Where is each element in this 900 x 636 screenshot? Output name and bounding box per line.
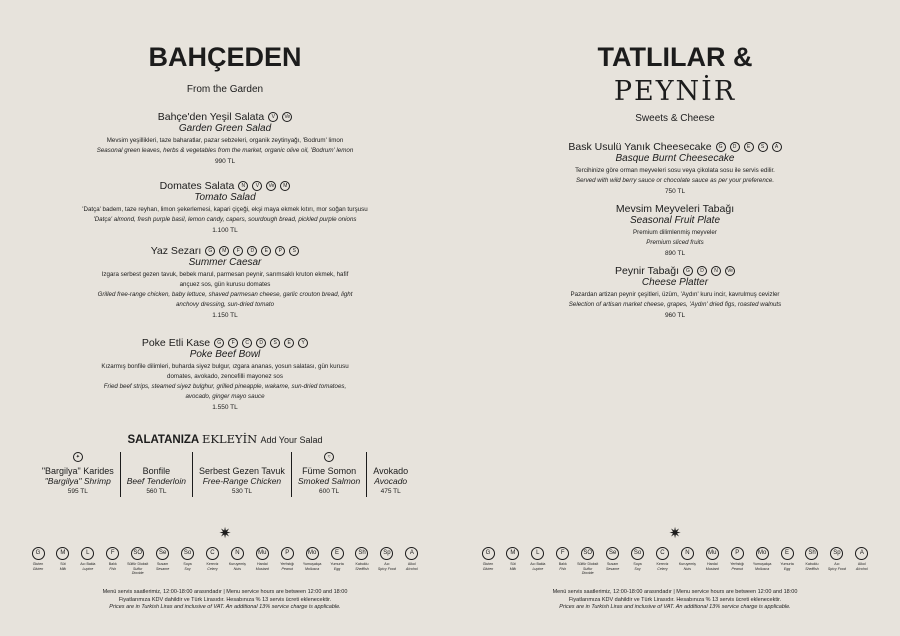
allergen-icon: Sp bbox=[380, 547, 393, 560]
allergen-label-tr: Alkol bbox=[857, 562, 866, 566]
allergen-legend-item bbox=[577, 547, 599, 576]
menu-item-name-row bbox=[450, 203, 900, 215]
allergen-icon: Mu bbox=[706, 547, 719, 560]
addons-row bbox=[0, 452, 450, 497]
allergen-label-tr: Acı Bakla bbox=[80, 562, 96, 566]
allergen-label-tr: Yerfıstığı bbox=[280, 562, 295, 566]
allergen-label-tr: Kereviz bbox=[656, 562, 669, 566]
allergen-icon: G bbox=[482, 547, 495, 560]
allergen-legend-item bbox=[276, 547, 298, 576]
menu-item-description-en: Grilled free-range chicken, baby lettuce, shaved parmesan cheese, garlic crouton bread, light anchovy dressing, sun-dried tomato bbox=[97, 291, 353, 308]
allergen-legend-item bbox=[127, 547, 149, 576]
footer-line-3: Prices are in Turkish Liras and inclusive of VAT. An additional 13% service charge is applicable. bbox=[109, 604, 341, 610]
allergen-icon: S bbox=[270, 338, 280, 348]
allergen-icon: M bbox=[280, 181, 290, 191]
allergen-icon: Sh bbox=[355, 547, 368, 560]
allergen-icon: M bbox=[56, 547, 69, 560]
allergen-label-tr: Yumuşakça bbox=[302, 562, 322, 566]
addon-name: Serbest Gezen Tavuk bbox=[199, 466, 285, 476]
allergen-icon: Se bbox=[156, 547, 169, 560]
allergen-legend-item bbox=[177, 547, 199, 576]
allergen-icon: Y bbox=[298, 338, 308, 348]
allergen-legend-item bbox=[351, 547, 373, 576]
allergen-label-en: Peanut bbox=[731, 566, 743, 571]
allergen-icon: F bbox=[233, 246, 243, 256]
menu-item-name: Mevsim Meyveleri Tabağı bbox=[615, 203, 735, 215]
allergen-label-en: Lupine bbox=[532, 566, 544, 571]
allergen-label-en: Sulfur Dioxide bbox=[131, 566, 144, 575]
allergen-legend-item bbox=[77, 547, 99, 576]
menu-item-description: 'Datça' badem, taze reyhan, limon şekerlemesi, kapari çiçeği, ekşi maya ekmek kıtırı, mor soğan turşusu bbox=[82, 206, 368, 213]
allergen-legend bbox=[477, 547, 873, 576]
allergen-icon: E bbox=[744, 142, 754, 152]
allergen-icon: E bbox=[781, 547, 794, 560]
allergen-icon: G bbox=[205, 246, 215, 256]
section-subtitle-sweets: Sweets & Cheese bbox=[635, 113, 715, 124]
allergen-icon: F bbox=[106, 547, 119, 560]
allergen-icon: L bbox=[81, 547, 94, 560]
allergen-label-en: Fish bbox=[559, 566, 567, 571]
menu-item bbox=[0, 111, 450, 167]
allergen-legend-item bbox=[502, 547, 524, 576]
menu-item-price: 960 TL bbox=[664, 312, 686, 319]
allergen-icon: A bbox=[772, 142, 782, 152]
menu-item-english-name: Garden Green Salad bbox=[178, 123, 272, 134]
allergen-label-tr: Susam bbox=[607, 562, 619, 566]
allergen-legend-item bbox=[627, 547, 649, 576]
menu-item-price: 1.100 TL bbox=[212, 227, 238, 234]
footer bbox=[450, 589, 900, 612]
allergen-label-en: Alcohol bbox=[855, 566, 868, 571]
addon-english-name: Free-Range Chicken bbox=[202, 476, 282, 486]
addon-price: 600 TL bbox=[319, 488, 340, 495]
allergen-label-en: Shellfish bbox=[805, 566, 819, 571]
allergen-icon: G bbox=[214, 338, 224, 348]
menu-item-name: Bahçe'den Yeşil Salata bbox=[157, 111, 265, 123]
allergen-label-tr: Gluten bbox=[32, 562, 44, 566]
allergen-label-en: Sulfur Dioxide bbox=[581, 566, 594, 575]
menu-item-description-en: Selection of artisan market cheese, grapes, 'Aydın' dried figs, roasted walnuts bbox=[568, 301, 782, 308]
allergen-icon: Sh bbox=[805, 547, 818, 560]
allergen-icon: G bbox=[683, 266, 693, 276]
allergen-legend-item bbox=[751, 547, 773, 576]
allergen-label-en: Spicy Food bbox=[827, 566, 846, 571]
addon-name: Füme Somon bbox=[302, 466, 357, 476]
allergen-label-tr: Soya bbox=[633, 562, 642, 566]
allergen-icon: V bbox=[252, 181, 262, 191]
allergen-label-en: Nuts bbox=[683, 566, 692, 571]
allergen-label-en: Mustard bbox=[255, 566, 269, 571]
allergen-label-en: Shellfish bbox=[355, 566, 369, 571]
addon-price: 475 TL bbox=[380, 488, 401, 495]
allergen-label-tr: Balık bbox=[108, 562, 117, 566]
allergen-label-tr: Kuruyemiş bbox=[228, 562, 246, 566]
menu-item-name-row bbox=[0, 111, 450, 123]
allergen-icon: M bbox=[506, 547, 519, 560]
allergen-legend-item bbox=[701, 547, 723, 576]
allergen-icon: E bbox=[331, 547, 344, 560]
allergen-icon: P bbox=[281, 547, 294, 560]
allergen-label-en: Soy bbox=[184, 566, 191, 571]
allergen-legend-item bbox=[552, 547, 574, 576]
allergen-legend-item bbox=[102, 547, 124, 576]
allergen-icon: Mo bbox=[756, 547, 769, 560]
addon-price: 530 TL bbox=[231, 488, 252, 495]
addon-title-tr2: EKLEYİN bbox=[202, 432, 258, 446]
addon-english-name: Smoked Salmon bbox=[297, 476, 361, 486]
allergen-legend-item bbox=[326, 547, 348, 576]
allergen-label-tr: Hardal bbox=[707, 562, 718, 566]
allergen-label-en: Alcohol bbox=[405, 566, 418, 571]
allergen-icon: M bbox=[219, 246, 229, 256]
menu-item-english-name: Basque Burnt Cheesecake bbox=[615, 153, 735, 164]
menu-item-price: 890 TL bbox=[664, 250, 686, 257]
allergen-legend-item bbox=[376, 547, 398, 576]
addon-item bbox=[366, 452, 414, 497]
allergen-label-en: Celery bbox=[207, 566, 218, 571]
allergen-icon: G bbox=[716, 142, 726, 152]
allergen-label-en: Egg bbox=[333, 566, 341, 571]
menu-item-price: 990 TL bbox=[214, 158, 236, 165]
allergen-icon: S bbox=[289, 246, 299, 256]
menu-item-name-row bbox=[0, 245, 450, 257]
section-subtitle-garden: From the Garden bbox=[186, 84, 264, 95]
menu-item-english-name: Cheese Platter bbox=[641, 277, 709, 288]
addon-name: Avokado bbox=[373, 466, 409, 476]
allergen-icon: C bbox=[206, 547, 219, 560]
allergen-legend-item bbox=[726, 547, 748, 576]
allergen-label-tr: Kabuklu bbox=[355, 562, 369, 566]
allergen-legend-item bbox=[301, 547, 323, 576]
allergen-legend-item bbox=[851, 547, 873, 576]
allergen-icon: SO bbox=[581, 547, 594, 560]
allergen-icon: C bbox=[656, 547, 669, 560]
menu-item-english-name: Seasonal Fruit Plate bbox=[629, 215, 721, 226]
allergen-icon: Mu bbox=[256, 547, 269, 560]
menu-item-description-en: Fried beef strips, steamed siyez bulghur, grilled pineapple, wakame, sun-dried tomatoes, avocado, ginger mayo sauce bbox=[103, 383, 347, 400]
allergen-label-tr: Hardal bbox=[257, 562, 268, 566]
allergen-legend-item bbox=[226, 547, 248, 576]
allergen-icon: F bbox=[228, 338, 238, 348]
menu-item-name: Domates Salata bbox=[159, 180, 235, 192]
allergen-label-tr: Süt bbox=[60, 562, 66, 566]
menu-item-description: Kızarmış bonfile dilimleri, buharda siyez bulgur, ızgara ananas, yosun salatası, gün kurusu domates, avokado, zencefilli mayonez sos bbox=[101, 363, 349, 380]
addon-english-name: "Bargilya" Shrimp bbox=[44, 476, 111, 486]
addon-title bbox=[0, 432, 450, 446]
allergen-label-tr: Sülfür Dioksit bbox=[127, 562, 149, 566]
allergen-label-en: Egg bbox=[783, 566, 791, 571]
addon-title-tr1: SALATANIZA bbox=[127, 434, 199, 446]
allergen-label-en: Mollusca bbox=[305, 566, 320, 571]
allergen-icon: D bbox=[730, 142, 740, 152]
allergen-label-tr: Yumurta bbox=[780, 562, 794, 566]
allergen-legend-item bbox=[477, 547, 499, 576]
allergen-legend-item bbox=[826, 547, 848, 576]
allergen-icon: D bbox=[697, 266, 707, 276]
menu-item-description-en: Served with wild berry sauce or chocolate sauce as per your preference. bbox=[575, 177, 775, 184]
allergen-icon: N bbox=[711, 266, 721, 276]
allergen-legend-item bbox=[776, 547, 798, 576]
allergen-icon: D bbox=[256, 338, 266, 348]
menu-item bbox=[450, 141, 900, 197]
allergen-label-en: Milk bbox=[509, 566, 517, 571]
allergen-label-en: Mollusca bbox=[755, 566, 770, 571]
allergen-icon: D bbox=[247, 246, 257, 256]
allergen-label-en: Lupine bbox=[82, 566, 94, 571]
allergen-label-tr: Yumurta bbox=[330, 562, 344, 566]
menu-item-name: Yaz Sezarı bbox=[150, 245, 202, 257]
footer-line-1: Menü servis saatlerimiz, 12:00-18:00 arasındadır | Menu service hours are between 12:00 and 18:00 bbox=[552, 589, 798, 595]
allergen-label-tr: Acı Bakla bbox=[530, 562, 546, 566]
allergen-legend-item bbox=[201, 547, 223, 576]
addon-name: Bonfile bbox=[142, 466, 171, 476]
allergen-icon: E bbox=[261, 246, 271, 256]
addon-item bbox=[36, 452, 120, 497]
allergen-icon: SO bbox=[131, 547, 144, 560]
allergen-label-en: Gluten bbox=[482, 566, 494, 571]
allergen-label-tr: Süt bbox=[510, 562, 516, 566]
addon-english-name: Avocado bbox=[374, 476, 408, 486]
allergen-label-en: Gluten bbox=[32, 566, 44, 571]
allergen-label-tr: Kereviz bbox=[206, 562, 219, 566]
footer-line-3: Prices are in Turkish Liras and inclusive of VAT. An additional 13% service charge is applicable. bbox=[559, 604, 791, 610]
menu-item-description-en: Premium sliced fruits bbox=[646, 239, 704, 246]
allergen-legend-item bbox=[676, 547, 698, 576]
addon-price: 595 TL bbox=[67, 488, 88, 495]
compass-star-icon: ✷ bbox=[218, 525, 232, 542]
allergen-icon: E bbox=[284, 338, 294, 348]
allergen-label-en: Nuts bbox=[233, 566, 242, 571]
footer bbox=[0, 589, 450, 612]
allergen-label-tr: Yumuşakça bbox=[752, 562, 772, 566]
menu-item-description-en: 'Datça' almond, fresh purple basil, lemon candy, capers, sourdough bread, pickled purple onions bbox=[93, 216, 357, 223]
allergen-label-tr: Balık bbox=[558, 562, 567, 566]
allergen-legend-item bbox=[52, 547, 74, 576]
allergen-icon: N bbox=[231, 547, 244, 560]
allergen-icon: Ve bbox=[282, 112, 292, 122]
allergen-label-tr: Alkol bbox=[407, 562, 416, 566]
allergen-label-en: Peanut bbox=[281, 566, 293, 571]
allergen-icon: C bbox=[242, 338, 252, 348]
menu-item-description: Pazardan artizan peynir çeşitleri, üzüm, 'Aydın' kuru incir, kavrulmuş cevizler bbox=[570, 291, 780, 298]
menu-item bbox=[450, 265, 900, 321]
allergen-legend bbox=[27, 547, 423, 576]
allergen-icon: A bbox=[855, 547, 868, 560]
menu-item-description: Izgara serbest gezen tavuk, bebek marul, parmesan peynir, sarımsaklı kruton ekmek, hafif ançuez sos, gün kurusu domates bbox=[101, 271, 349, 288]
allergen-label-tr: Kuruyemiş bbox=[678, 562, 696, 566]
allergen-label-en: Milk bbox=[59, 566, 67, 571]
menu-item-name-row bbox=[450, 141, 900, 153]
allergen-icon: L bbox=[531, 547, 544, 560]
menu-item-name-row bbox=[0, 337, 450, 349]
allergen-label-en: Fish bbox=[109, 566, 117, 571]
fish-icon: ≈ bbox=[324, 452, 334, 462]
menu-item bbox=[0, 337, 450, 413]
menu-item-name: Peynir Tabağı bbox=[614, 265, 679, 277]
menu-item-description: Premium dilimlenmiş meyveler bbox=[633, 229, 717, 236]
allergen-icon: F bbox=[556, 547, 569, 560]
section-title-sweets-serif: PEYNİR bbox=[613, 76, 737, 107]
menu-item-description-en: Seasonal green leaves, herbs & vegetables from the market, organic olive oil, 'Bodrum' lemon bbox=[96, 147, 354, 154]
menu-item-name-row bbox=[450, 265, 900, 277]
allergen-icon: G bbox=[32, 547, 45, 560]
menu-item-english-name: Poke Beef Bowl bbox=[189, 349, 261, 360]
allergen-label-tr: Acı bbox=[384, 562, 390, 566]
compass-star-icon: ✷ bbox=[668, 525, 682, 542]
footer-line-2: Fiyatlarımıza KDV dahildir ve Türk Lirasıdır. Hesabınıza % 13 servis ücreti eklenecektir. bbox=[568, 596, 782, 603]
menu-item-description: Mevsim yeşillikleri, taze baharatlar, pazar sebzeleri, organik zeytinyağı, 'Bodrum' limon bbox=[106, 137, 344, 144]
menu-item-price: 1.550 TL bbox=[212, 404, 238, 411]
menu-item bbox=[0, 180, 450, 236]
allergen-label-en: Sesame bbox=[606, 566, 620, 571]
allergen-icon: So bbox=[181, 547, 194, 560]
allergen-label-en: Soy bbox=[634, 566, 641, 571]
footer-line-2: Fiyatlarımıza KDV dahildir ve Türk Lirasıdır. Hesabınıza % 13 servis ücreti eklenecektir. bbox=[118, 596, 332, 603]
allergen-legend-item bbox=[602, 547, 624, 576]
allergen-label-en: Celery bbox=[657, 566, 668, 571]
footer-line-1: Menü servis saatlerimiz, 12:00-18:00 arasındadır | Menu service hours are between 12:00 and 18:00 bbox=[102, 589, 348, 595]
allergen-icon: Mo bbox=[306, 547, 319, 560]
section-title-garden: BAHÇEDEN bbox=[148, 42, 302, 72]
addon-item bbox=[192, 452, 291, 497]
allergen-label-tr: Kabuklu bbox=[805, 562, 819, 566]
addon-item bbox=[120, 452, 192, 497]
allergen-icon: N bbox=[681, 547, 694, 560]
menu-item-price: 750 TL bbox=[664, 188, 686, 195]
allergen-icon: P bbox=[275, 246, 285, 256]
allergen-icon: Ve bbox=[725, 266, 735, 276]
allergen-legend-item bbox=[251, 547, 273, 576]
allergen-legend-item bbox=[801, 547, 823, 576]
allergen-icon: N bbox=[238, 181, 248, 191]
allergen-icon: So bbox=[631, 547, 644, 560]
allergen-label-tr: Sülfür Dioksit bbox=[577, 562, 599, 566]
addon-english-name: Beef Tenderloin bbox=[126, 476, 186, 486]
right-page bbox=[450, 0, 900, 636]
allergen-icon: Se bbox=[606, 547, 619, 560]
allergen-label-tr: Susam bbox=[157, 562, 169, 566]
allergen-label-tr: Gluten bbox=[482, 562, 494, 566]
section-title-sweets-line1: TATLILAR & bbox=[597, 42, 753, 72]
addon-item bbox=[291, 452, 366, 497]
menu-item bbox=[0, 245, 450, 321]
allergen-label-en: Mustard bbox=[705, 566, 719, 571]
allergen-icon: S bbox=[758, 142, 768, 152]
allergen-icon: P bbox=[731, 547, 744, 560]
menu-item-price: 1.150 TL bbox=[212, 312, 238, 319]
menu-item-name: Bask Usulü Yanık Cheesecake bbox=[568, 141, 712, 153]
allergen-legend-item bbox=[651, 547, 673, 576]
menu-item-english-name: Summer Caesar bbox=[188, 257, 262, 268]
allergen-label-tr: Acı bbox=[834, 562, 840, 566]
allergen-legend-item bbox=[401, 547, 423, 576]
allergen-legend-item bbox=[527, 547, 549, 576]
menu-item-english-name: Tomato Salad bbox=[194, 192, 256, 203]
menu-item-name-row bbox=[0, 180, 450, 192]
addon-name: "Bargilya" Karides bbox=[41, 466, 114, 476]
allergen-icon: A bbox=[405, 547, 418, 560]
addon-title-en: Add Your Salad bbox=[260, 435, 323, 445]
shellfish-icon: ✦ bbox=[73, 452, 83, 462]
menu-item-description: Tercihinize göre orman meyveleri sosu veya çikolata sosu ile servis edilir. bbox=[575, 167, 775, 174]
allergen-legend-item bbox=[27, 547, 49, 576]
allergen-label-en: Sesame bbox=[156, 566, 170, 571]
menu-item bbox=[450, 203, 900, 259]
section-title-sweets-line2 bbox=[450, 76, 900, 107]
menu-item-name: Poke Etli Kase bbox=[141, 337, 211, 349]
allergen-label-tr: Yerfıstığı bbox=[730, 562, 745, 566]
addon-price: 560 TL bbox=[146, 488, 167, 495]
allergen-icon: Sp bbox=[830, 547, 843, 560]
allergen-icon: Ve bbox=[266, 181, 276, 191]
allergen-legend-item bbox=[152, 547, 174, 576]
allergen-icon: V bbox=[268, 112, 278, 122]
allergen-label-tr: Soya bbox=[183, 562, 192, 566]
allergen-label-en: Spicy Food bbox=[377, 566, 396, 571]
